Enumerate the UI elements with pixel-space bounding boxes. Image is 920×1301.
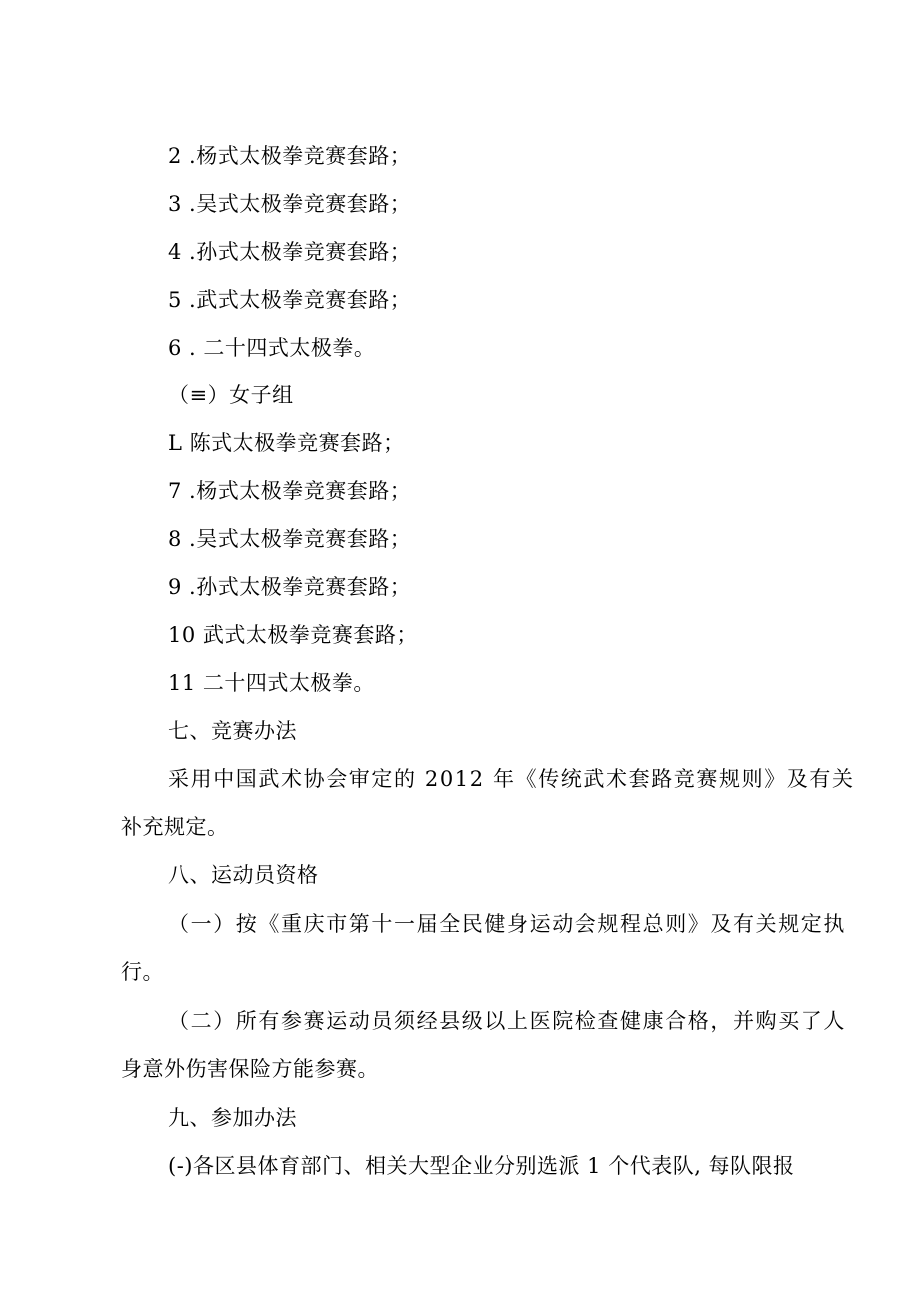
list-item: 2 .杨式太极拳竞赛套路； [168, 144, 412, 168]
paragraph-line: 补充规定。 [121, 815, 229, 839]
list-item: 4 .孙式太极拳竞赛套路； [168, 240, 412, 264]
list-item: 9 .孙式太极拳竞赛套路； [168, 575, 412, 599]
paragraph-line: 采用中国武术协会审定的 2012 年《传统武术套路竞赛规则》及有关 [168, 767, 855, 791]
paragraph-line: (-)各区县体育部门、相关大型企业分别选派 1 个代表队, 每队限报 [168, 1154, 795, 1178]
section-heading: 八、运动员资格 [168, 863, 319, 887]
list-item: 5 .武式太极拳竞赛套路； [168, 288, 412, 312]
paragraph-line: 身意外伤害保险方能参赛。 [121, 1057, 379, 1081]
list-item: L 陈式太极拳竞赛套路； [168, 431, 405, 455]
list-item: 10 武式太极拳竞赛套路； [168, 623, 418, 647]
list-item: 6 . 二十四式太极拳。 [168, 336, 376, 360]
women-group-heading: （≡）女子组 [168, 383, 294, 407]
list-item: 8 .吴式太极拳竞赛套路； [168, 527, 412, 551]
paragraph-line: （一）按《重庆市第十一届全民健身运动会规程总则》及有关规定执 [168, 912, 846, 936]
section-heading: 九、参加办法 [168, 1106, 297, 1130]
list-item: 7 .杨式太极拳竞赛套路； [168, 479, 412, 503]
list-item: 11 二十四式太极拳。 [168, 671, 375, 695]
list-item: 3 .吴式太极拳竞赛套路； [168, 192, 412, 216]
paragraph-line: 行。 [121, 960, 164, 984]
section-heading: 七、竞赛办法 [168, 719, 297, 743]
paragraph-line: （二）所有参赛运动员须经县级以上医院检查健康合格，并购买了人 [168, 1009, 846, 1033]
